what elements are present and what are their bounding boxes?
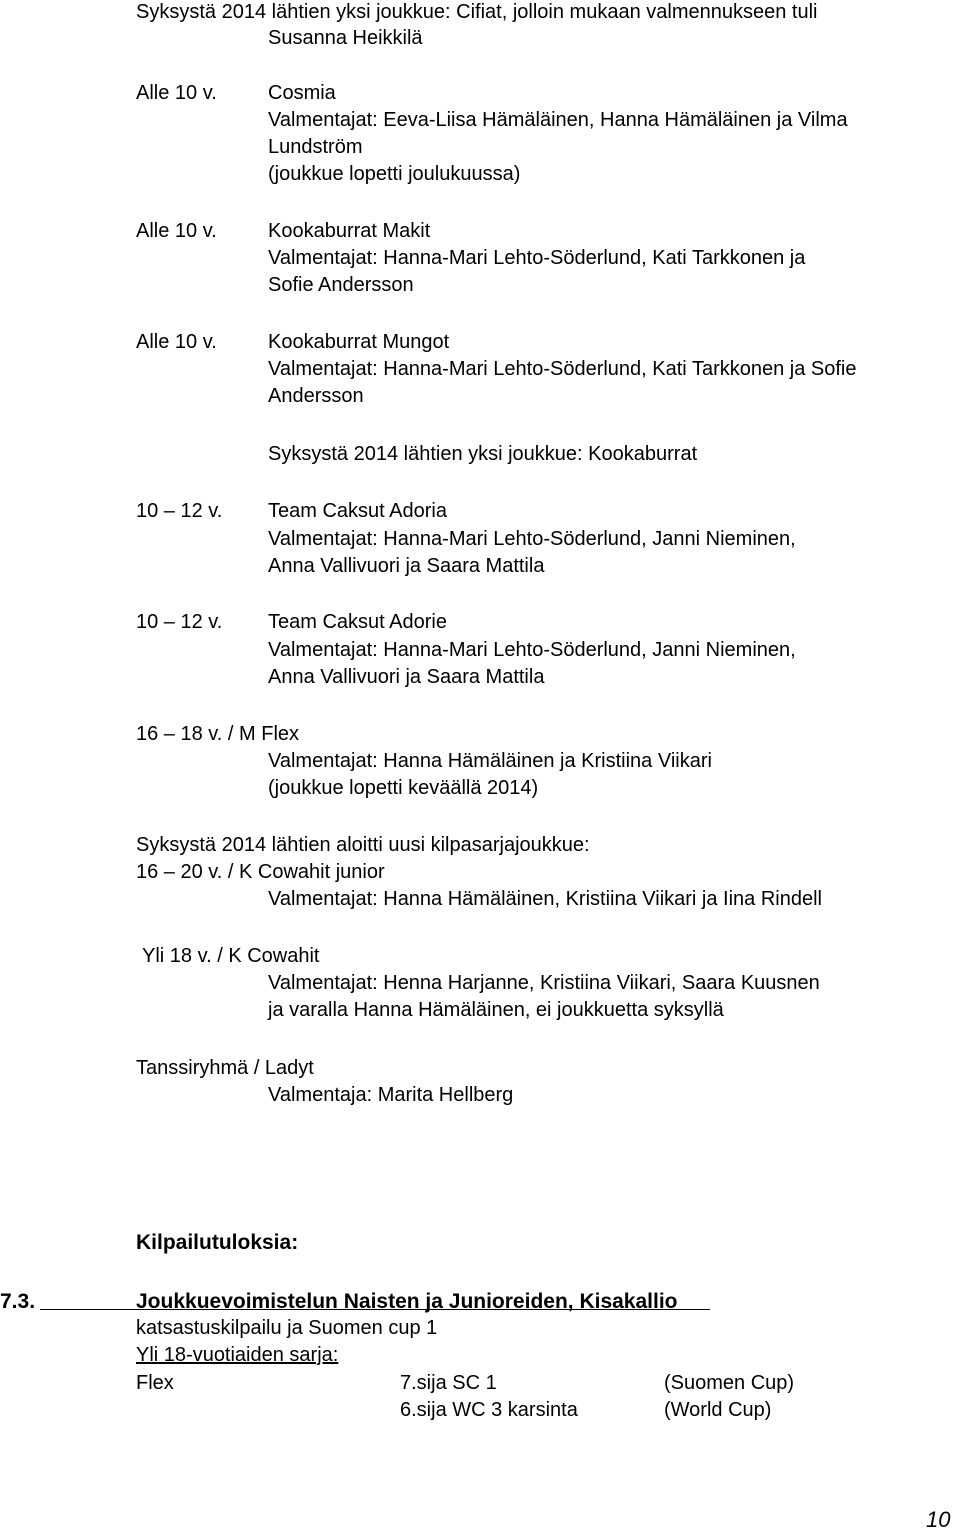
flex-coaches: Valmentajat: Hanna Hämäläinen ja Kristiina Viikari xyxy=(268,750,712,772)
results-event-row xyxy=(0,1288,710,1314)
team-age: Alle 10 v. xyxy=(136,331,217,353)
team-age: 10 – 12 v. xyxy=(136,500,223,522)
team-coaches-cont: Anna Vallivuori ja Saara Mattila xyxy=(268,555,545,577)
cowahit-coaches-cont: ja varalla Hanna Hämäläinen, ei joukkuetta syksyllä xyxy=(268,999,724,1021)
team-coaches-cont: Andersson xyxy=(268,385,364,407)
results-place: 7.sija SC 1 xyxy=(400,1372,497,1394)
team-name: Kookaburrat Mungot xyxy=(268,331,450,353)
team-coaches-cont: Lundström xyxy=(268,136,363,158)
team-age: 10 – 12 v. xyxy=(136,611,223,633)
cowahit-coaches: Valmentajat: Henna Harjanne, Kristiina Viikari, Saara Kuusnen xyxy=(268,972,820,994)
intro-line-2: Susanna Heikkilä xyxy=(268,27,423,49)
team-coaches: Valmentajat: Hanna-Mari Lehto-Söderlund, Janni Nieminen, xyxy=(268,528,796,550)
cowahit-heading: Yli 18 v. / K Cowahit xyxy=(142,945,320,967)
team-note: (joukkue lopetti joulukuussa) xyxy=(268,163,521,185)
results-cup: (World Cup) xyxy=(664,1399,772,1421)
team-coaches: Valmentajat: Hanna-Mari Lehto-Söderlund, Janni Nieminen, xyxy=(268,639,796,661)
team-coaches-cont: Anna Vallivuori ja Saara Mattila xyxy=(268,666,545,688)
flex-heading: 16 – 18 v. / M Flex xyxy=(136,723,300,745)
intro-line-1: Syksystä 2014 lähtien yksi joukkue: Cifiat, jolloin mukaan valmennukseen tuli xyxy=(136,1,818,23)
results-title: Kilpailutuloksia: xyxy=(136,1231,299,1254)
team-name: Team Caksut Adoria xyxy=(268,500,447,522)
new-team-intro: Syksystä 2014 lähtien aloitti uusi kilpasarjajoukkue: xyxy=(136,834,590,856)
new-team-coaches: Valmentajat: Hanna Hämäläinen, Kristiina Viikari ja Iina Rindell xyxy=(268,888,822,910)
results-cup: (Suomen Cup) xyxy=(664,1372,795,1394)
page-number: 10 xyxy=(926,1507,951,1532)
team-coaches: Valmentajat: Hanna-Mari Lehto-Söderlund, Kati Tarkkonen ja Sofie xyxy=(268,358,857,380)
team-coaches: Valmentajat: Hanna-Mari Lehto-Söderlund, Kati Tarkkonen ja xyxy=(268,247,806,269)
results-event-title: Joukkuevoimistelun Naisten ja Junioreiden, Kisakallio xyxy=(136,1290,678,1313)
results-team: Flex xyxy=(136,1372,174,1394)
team-name: Cosmia xyxy=(268,82,336,104)
team-age: Alle 10 v. xyxy=(136,82,217,104)
team-age: Alle 10 v. xyxy=(136,220,217,242)
new-team-heading: 16 – 20 v. / K Cowahit junior xyxy=(136,861,385,883)
team-name: Kookaburrat Makit xyxy=(268,220,431,242)
results-event-subtitle: katsastuskilpailu ja Suomen cup 1 xyxy=(136,1317,438,1339)
dance-coach: Valmentaja: Marita Hellberg xyxy=(268,1084,514,1106)
team-coaches: Valmentajat: Eeva-Liisa Hämäläinen, Hanna Hämäläinen ja Vilma xyxy=(268,109,848,131)
team-coaches-cont: Sofie Andersson xyxy=(268,274,414,296)
flex-note: (joukkue lopetti keväällä 2014) xyxy=(268,777,539,799)
team-name: Team Caksut Adorie xyxy=(268,611,447,633)
kookaburrat-note: Syksystä 2014 lähtien yksi joukkue: Kookaburrat xyxy=(268,443,698,465)
results-place: 6.sija WC 3 karsinta xyxy=(400,1399,578,1421)
results-date: 7.3. xyxy=(0,1290,36,1313)
dance-heading: Tanssiryhmä / Ladyt xyxy=(136,1057,314,1079)
results-series: Yli 18-vuotiaiden sarja: xyxy=(136,1344,339,1366)
